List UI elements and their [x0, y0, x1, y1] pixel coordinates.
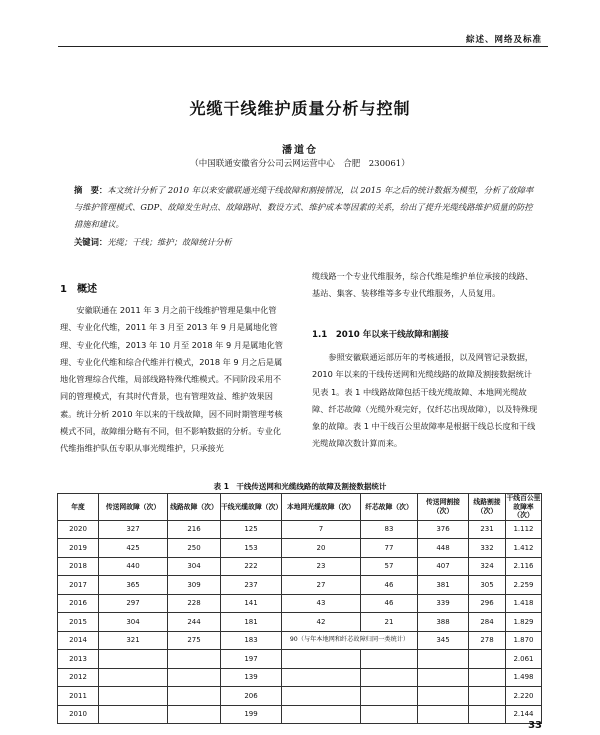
table-cell: 1.412: [506, 539, 542, 558]
table-row: [58, 520, 542, 539]
empty-cell: [99, 650, 168, 669]
table-cell: 440: [99, 557, 168, 576]
table-cell: 339: [418, 594, 469, 613]
table-cell: 1.870: [506, 631, 542, 650]
table-cell: 1.498: [506, 668, 542, 687]
paper-title: 光缆干线维护质量分析与控制: [189, 99, 411, 118]
table-caption: 表 1 干线传送网和光缆线路的故障及割接数据统计: [213, 482, 387, 491]
empty-cell: [469, 687, 506, 706]
table-cell: 2018: [58, 557, 99, 576]
table-cell: 216: [168, 520, 221, 539]
table-row: [58, 668, 542, 687]
table-cell: 181: [221, 613, 282, 632]
table-cell: 153: [221, 539, 282, 558]
table-row: [58, 705, 542, 724]
keywords-text: 光缆；干线；维护；故障统计分析: [107, 237, 232, 247]
table-cell: 2.144: [506, 705, 542, 724]
table-row: [58, 594, 542, 613]
col-local-cable-faults: 本地网光缆故障（次）: [282, 494, 361, 521]
table-cell: 2020: [58, 520, 99, 539]
table-row: [58, 687, 542, 706]
section-1-1-paragraph: 参照安徽联通运部历年的考核通报，以及网管记录数据，2010 年以来的干线传送网和光缆线路的故障及割接数据统计见表 1。表 1 中线路故障包括干线光缆故障、本地网光缆故障、纤芯故障（光缆外观完好，仅纤芯出现故障），以及特殊现象的故障。表 1 中干线百公里故障率是根据干线总长度和干线光缆故障次数计算而来。: [312, 352, 538, 449]
author-name: 潘道仓: [282, 145, 318, 156]
abstract: [74, 182, 536, 233]
table-cell: 332: [469, 539, 506, 558]
table-row: [58, 631, 542, 650]
table-cell: 139: [221, 668, 282, 687]
empty-cell: [418, 687, 469, 706]
table-cell: 125: [221, 520, 282, 539]
col-line-faults: 线路故障（次）: [168, 494, 221, 521]
table-cell: 296: [469, 594, 506, 613]
empty-cell: [469, 705, 506, 724]
empty-cell: [282, 668, 361, 687]
table-cell: 425: [99, 539, 168, 558]
table-cell: 57: [361, 557, 418, 576]
table-cell: 304: [168, 557, 221, 576]
table-row: [58, 539, 542, 558]
col-transport-cutovers: 传送网割接（次）: [418, 494, 469, 521]
table-cell: 275: [168, 631, 221, 650]
empty-cell: [418, 705, 469, 724]
table-cell: 2015: [58, 613, 99, 632]
empty-cell: [168, 668, 221, 687]
table-cell: 448: [418, 539, 469, 558]
abstract-label: 摘 要：: [74, 185, 108, 195]
empty-cell: [282, 650, 361, 669]
table-cell: 2010: [58, 705, 99, 724]
table-cell: 278: [469, 631, 506, 650]
table-cell: 2017: [58, 576, 99, 595]
table-cell: 1.829: [506, 613, 542, 632]
table-cell: 199: [221, 705, 282, 724]
fault-statistics-table: [57, 493, 542, 724]
header-rule: [58, 46, 548, 47]
col-year: 年度: [58, 494, 99, 521]
col-trunk-cable-faults: 干线光缆故障（次）: [221, 494, 282, 521]
table-row: [58, 650, 542, 669]
empty-cell: [361, 668, 418, 687]
keywords: [74, 236, 536, 248]
table-cell: 206: [221, 687, 282, 706]
table-cell: 321: [99, 631, 168, 650]
table-cell: 231: [469, 520, 506, 539]
table-cell: 2016: [58, 594, 99, 613]
table-cell: 388: [418, 613, 469, 632]
empty-cell: [361, 705, 418, 724]
table-cell: 46: [361, 576, 418, 595]
table-cell: 2013: [58, 650, 99, 669]
empty-cell: [469, 668, 506, 687]
table-cell: 244: [168, 613, 221, 632]
table-cell: 2012: [58, 668, 99, 687]
table-cell: 381: [418, 576, 469, 595]
table-body: [58, 520, 542, 724]
section-1-paragraph: 安徽联通在 2011 年 3 月之前干线维护管理是集中化管理、专业化代维，2011 年 3 月至 2013 年 9 月是属地化管理、专业化代维，2013 年 10 月至 2018 年 9 月是属地化管理、专业化代维和综合代维并行模式，2018 年 9 月之后是属地化管理综合代维，局部线路特殊代维模式。不同阶段采用不同的管理模式，有其时代背景，也有管理效益、维护效果因素。统计分析 2010 年以来的干线故障，因不同时期管理考核模式不同，故障细分略有不同，但不影响数据的分析。专业化代维指维护队伍专职从事光缆维护，只承接光: [60, 305, 283, 454]
table-row: [58, 576, 542, 595]
table-cell: 183: [221, 631, 282, 650]
col-line-cutovers: 线路割接（次）: [469, 494, 506, 521]
section-1-1-heading: 1.1 2010 年以来干线故障和割接: [312, 330, 449, 340]
empty-cell: [469, 650, 506, 669]
table-cell: 250: [168, 539, 221, 558]
running-header-label: 綜述、网络及标准: [465, 35, 542, 45]
table-cell: 327: [99, 520, 168, 539]
empty-cell: [361, 650, 418, 669]
table-cell: 141: [221, 594, 282, 613]
author-affiliation: （中国联通安徽省分公司云网运营中心 合肥 230061）: [190, 159, 410, 169]
keywords-label: 关键词：: [74, 237, 108, 247]
table-cell: 222: [221, 557, 282, 576]
table-cell: 2.116: [506, 557, 542, 576]
table-cell: 7: [282, 520, 361, 539]
table-cell: 324: [469, 557, 506, 576]
table-cell: 376: [418, 520, 469, 539]
table-cell: 2011: [58, 687, 99, 706]
table-cell: 284: [469, 613, 506, 632]
table-row: [58, 613, 542, 632]
table-cell: 297: [99, 594, 168, 613]
empty-cell: [99, 705, 168, 724]
table-cell: 197: [221, 650, 282, 669]
empty-cell: [168, 687, 221, 706]
col-fault-rate: 干线百公里故障率（次）: [506, 494, 541, 519]
table-cell: 46: [361, 594, 418, 613]
table-cell: 21: [361, 613, 418, 632]
table-cell: 365: [99, 576, 168, 595]
table-row: [58, 557, 542, 576]
table-cell: 305: [469, 576, 506, 595]
table-cell: 43: [282, 594, 361, 613]
section-1-heading: 1 概述: [60, 284, 97, 295]
table-cell: 228: [168, 594, 221, 613]
empty-cell: [282, 705, 361, 724]
table-cell: 2.259: [506, 576, 542, 595]
table-cell: 83: [361, 520, 418, 539]
table-cell: 20: [282, 539, 361, 558]
table-cell: 2014: [58, 631, 99, 650]
table-cell: 23: [282, 557, 361, 576]
col-fiber-faults: 纤芯故障（次）: [361, 494, 418, 521]
empty-cell: [168, 650, 221, 669]
section-1-paragraph-continued: 缆线路一个专业代维服务，综合代维是维护单位承接的线路、基站、集客、装移维等多专业代维服务，人员复用。: [312, 271, 534, 299]
empty-cell: [361, 687, 418, 706]
table-cell: 77: [361, 539, 418, 558]
table-cell: 2019: [58, 539, 99, 558]
empty-cell: [168, 705, 221, 724]
table-cell: 1.418: [506, 594, 542, 613]
table-cell: 2.061: [506, 650, 542, 669]
table-cell: 304: [99, 613, 168, 632]
table-cell: 407: [418, 557, 469, 576]
table-cell: 345: [418, 631, 469, 650]
page-number: 33: [528, 720, 542, 731]
empty-cell: [418, 668, 469, 687]
abstract-text: 本文统计分析了 2010 年以来安徽联通光缆干线故障和割接情况，以 2015 年之后的统计数据为模型，分析了故障率与维护管理模式、GDP、故障发生时点、故障路时、数设方式、维护成本等因素的关系，给出了提升光缆线路维护质量的防控措施和建议。: [74, 185, 534, 229]
col-transport-faults: 传送网故障（次）: [99, 494, 168, 521]
table-cell: 309: [168, 576, 221, 595]
empty-cell: [99, 668, 168, 687]
table-cell: 42: [282, 613, 361, 632]
table-header-row: [58, 494, 542, 521]
empty-cell: [282, 687, 361, 706]
table-cell: 2.220: [506, 687, 542, 706]
table-cell: 27: [282, 576, 361, 595]
empty-cell: [99, 687, 168, 706]
merged-note-cell: 90（与年本地网和纤芯故障归同一类统计）: [282, 631, 418, 650]
table-cell: 1.112: [506, 520, 542, 539]
empty-cell: [418, 650, 469, 669]
table-cell: 237: [221, 576, 282, 595]
